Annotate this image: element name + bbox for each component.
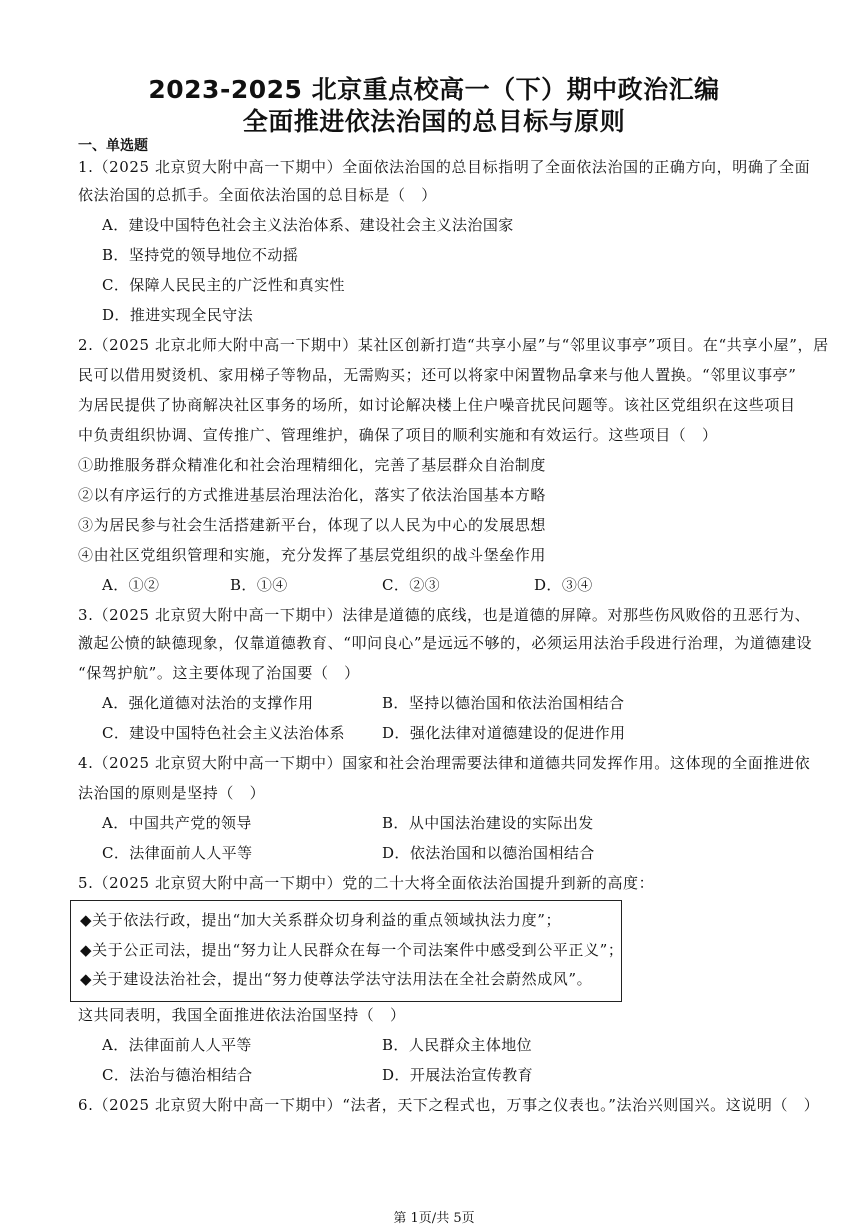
q5-option-d: D．开展法治宣传教育 xyxy=(382,1066,534,1084)
q1-stem-line: 依法治国的总抓手。全面依法治国的总目标是（ ） xyxy=(78,186,437,204)
q3-stem-line: 3.（2025 北京贸大附中高一下期中）法律是道德的底线，也是道德的屏障。对那些伤风败俗的丑恶行为、 xyxy=(78,606,811,624)
q3-stem-line: 激起公愤的缺德现象，仅靠道德教育、“叩问良心”是远远不够的，必须运用法治手段进行治理，为道德建设 xyxy=(78,634,813,652)
doc-subtitle: 全面推进依法治国的总目标与原则 xyxy=(242,107,626,136)
q5-box-item: ◆关于建设法治社会，提出“努力使尊法学法守法用法在全社会蔚然成风”。 xyxy=(80,970,593,988)
q2-option-c: C．②③ xyxy=(382,576,441,594)
q4-option-d: D．依法治国和以德治国相结合 xyxy=(382,844,595,862)
q2-option-b: B．①④ xyxy=(230,576,288,594)
q2-stem-line: 中负责组织协调、宣传推广、管理维护，确保了项目的顺利实施和有效运行。这些项目（ ） xyxy=(78,426,718,444)
q1-option-b: B．坚持党的领导地位不动摇 xyxy=(102,246,299,264)
q6-stem-line: 6.（2025 北京贸大附中高一下期中）“法者，天下之程式也，万事之仪表也。”法治兴则国兴。这说明（ ） xyxy=(78,1096,820,1114)
q2-statement-2: ②以有序运行的方式推进基层治理法治化，落实了依法治国基本方略 xyxy=(78,486,547,504)
q1-option-a: A．建设中国特色社会主义法治体系、建设社会主义法治国家 xyxy=(102,216,514,234)
q2-statement-1: ①助推服务群众精准化和社会治理精细化，完善了基层群众自治制度 xyxy=(78,456,547,474)
q1-stem-line: 1.（2025 北京贸大附中高一下期中）全面依法治国的总目标指明了全面依法治国的正确方向，明确了全面 xyxy=(78,158,811,176)
q3-stem-line: “保驾护航”。这主要体现了治国要（ ） xyxy=(78,664,360,682)
q4-stem-line: 4.（2025 北京贸大附中高一下期中）国家和社会治理需要法律和道德共同发挥作用。这体现的全面推进依 xyxy=(78,754,811,772)
q3-option-b: B．坚持以德治国和依法治国相结合 xyxy=(382,694,625,712)
doc-title: 2023-2025 北京重点校高一（下）期中政治汇编 xyxy=(148,75,720,104)
q1-option-c: C．保障人民民主的广泛性和真实性 xyxy=(102,276,345,294)
q5-option-c: C．法治与德治相结合 xyxy=(102,1066,253,1084)
page-footer: 第 1页/共 5页 xyxy=(393,1211,475,1226)
q2-option-a: A．①② xyxy=(102,576,160,594)
q3-option-a: A．强化道德对法治的支撑作用 xyxy=(102,694,314,712)
q5-option-a: A．法律面前人人平等 xyxy=(102,1036,252,1054)
q5-option-b: B．人民群众主体地位 xyxy=(382,1036,533,1054)
q5-stem-line: 5.（2025 北京贸大附中高一下期中）党的二十大将全面依法治国提升到新的高度： xyxy=(78,874,655,892)
q2-option-d: D．③④ xyxy=(534,576,593,594)
section-heading: 一、单选题 xyxy=(78,138,148,154)
q2-stem-line: 2.（2025 北京北师大附中高一下期中）某社区创新打造“共享小屋”与“邻里议事亭”项目。在“共享小屋”，居 xyxy=(78,336,829,354)
q2-statement-3: ③为居民参与社会生活搭建新平台，体现了以人民为中心的发展思想 xyxy=(78,516,547,534)
q2-stem-line: 为居民提供了协商解决社区事务的场所，如讨论解决楼上住户噪音扰民问题等。该社区党组织在这些项目 xyxy=(78,396,796,414)
q4-option-c: C．法律面前人人平等 xyxy=(102,844,253,862)
q5-box-item: ◆关于依法行政，提出“加大关系群众切身利益的重点领域执法力度”； xyxy=(80,911,562,929)
q3-option-d: D．强化法律对道德建设的促进作用 xyxy=(382,724,626,742)
q4-stem-line: 法治国的原则是坚持（ ） xyxy=(78,784,266,802)
q1-option-d: D．推进实现全民守法 xyxy=(102,306,254,324)
q2-statement-4: ④由社区党组织管理和实施，充分发挥了基层党组织的战斗堡垒作用 xyxy=(78,546,547,564)
q3-option-c: C．建设中国特色社会主义法治体系 xyxy=(102,724,345,742)
q4-option-b: B．从中国法治建设的实际出发 xyxy=(382,814,594,832)
q2-stem-line: 民可以借用熨烫机、家用梯子等物品，无需购买；还可以将家中闲置物品拿来与他人置换。“邻里议事亭” xyxy=(78,366,797,384)
q5-box-item: ◆关于公正司法，提出“努力让人民群众在每一个司法案件中感受到公平正义”； xyxy=(80,941,624,959)
q4-option-a: A．中国共产党的领导 xyxy=(102,814,252,832)
q5-after-text: 这共同表明，我国全面推进依法治国坚持（ ） xyxy=(78,1006,406,1024)
